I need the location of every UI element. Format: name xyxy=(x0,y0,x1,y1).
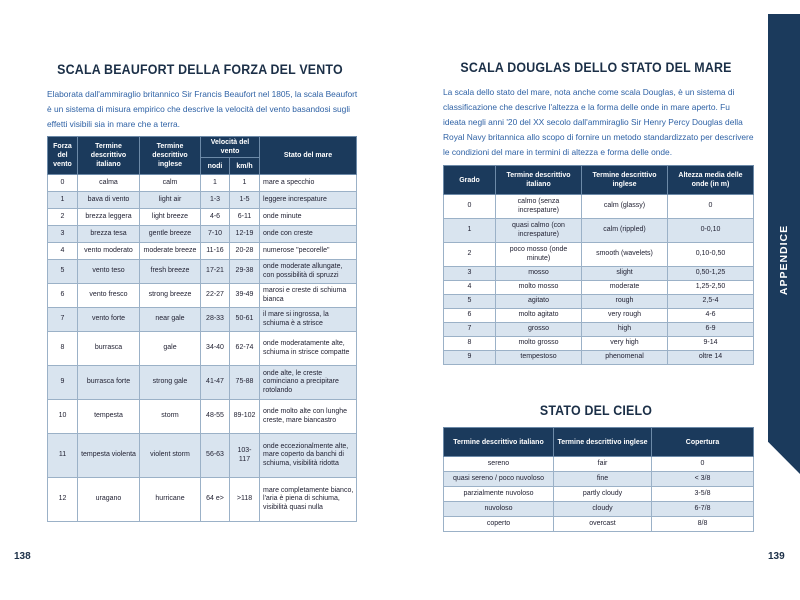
douglas-row xyxy=(444,309,754,323)
cell-grado: 9 xyxy=(444,351,496,365)
cell-stato-mare: onde con creste xyxy=(260,226,357,243)
cell-forza: 11 xyxy=(48,434,78,478)
cell-forza: 3 xyxy=(48,226,78,243)
cell-grado: 2 xyxy=(444,243,496,267)
cell-termine-inglese: near gale xyxy=(140,308,201,332)
header-douglas-inglese: Termine descrittivo inglese xyxy=(582,166,668,195)
cell-copertura: 8/8 xyxy=(652,517,754,532)
douglas-intro: La scala dello stato del mare, nota anche come scala Douglas, è un sistema di classificazione che descrive l'altezza e la forma delle onde in mare aperto. Fu ideata negli anni '20 del XX secolo dall'ammiraglio Sir Henry Percy Douglas della Royal Navy britannica allo scopo di fornire un metodo standardizzato per descrivere le condizioni del mare in termini di altezza e forma delle onde. xyxy=(443,87,754,157)
douglas-row xyxy=(444,295,754,309)
cell-douglas-inglese: very high xyxy=(582,337,668,351)
sky-table xyxy=(443,427,754,532)
cell-douglas-inglese: phenomenal xyxy=(582,351,668,365)
beaufort-row xyxy=(48,332,357,366)
cell-termine-italiano: vento fresco xyxy=(78,284,140,308)
cell-termine-inglese: strong gale xyxy=(140,366,201,400)
cell-douglas-inglese: calm (glassy) xyxy=(582,195,668,219)
beaufort-body xyxy=(48,175,357,522)
cell-termine-italiano: vento forte xyxy=(78,308,140,332)
cell-termine-italiano: vento teso xyxy=(78,260,140,284)
beaufort-row xyxy=(48,175,357,192)
sky-row xyxy=(444,472,754,487)
cell-nodi: 7-10 xyxy=(201,226,230,243)
cell-stato-mare: mare a specchio xyxy=(260,175,357,192)
cell-stato-mare: onde alte, le creste cominciano a precipitare rotolando xyxy=(260,366,357,400)
cell-forza: 12 xyxy=(48,478,78,522)
cell-nodi: 41-47 xyxy=(201,366,230,400)
cell-douglas-inglese: moderate xyxy=(582,281,668,295)
beaufort-row xyxy=(48,209,357,226)
cell-douglas-italiano: mosso xyxy=(496,267,582,281)
cell-sky-italiano: coperto xyxy=(444,517,554,532)
cell-stato-mare: mare completamente bianco, l'aria è piena di schiuma, visibilità quasi nulla xyxy=(260,478,357,522)
cell-stato-mare: onde moderate allungate, con possibilità di spruzzi xyxy=(260,260,357,284)
header-kmh: km/h xyxy=(230,158,260,175)
cell-douglas-inglese: rough xyxy=(582,295,668,309)
page-number-right: 139 xyxy=(768,551,785,562)
cell-termine-inglese: moderate breeze xyxy=(140,243,201,260)
cell-termine-italiano: burrasca forte xyxy=(78,366,140,400)
beaufort-row xyxy=(48,284,357,308)
beaufort-row xyxy=(48,192,357,209)
header-sky-italiano: Termine descrittivo italiano xyxy=(444,428,554,457)
cell-sky-italiano: quasi sereno / poco nuvoloso xyxy=(444,472,554,487)
cell-sky-inglese: cloudy xyxy=(554,502,652,517)
cell-forza: 1 xyxy=(48,192,78,209)
douglas-row xyxy=(444,267,754,281)
header-sky-inglese: Termine descrittivo inglese xyxy=(554,428,652,457)
douglas-row xyxy=(444,323,754,337)
cell-nodi: 28-33 xyxy=(201,308,230,332)
cell-sky-italiano: sereno xyxy=(444,457,554,472)
cell-altezza: 0,50-1,25 xyxy=(668,267,754,281)
cell-douglas-italiano: poco mosso (onde minute) xyxy=(496,243,582,267)
cell-termine-inglese: light breeze xyxy=(140,209,201,226)
cell-nodi: 1 xyxy=(201,175,230,192)
cell-altezza: 1,25-2,50 xyxy=(668,281,754,295)
beaufort-row xyxy=(48,226,357,243)
cell-douglas-inglese: very rough xyxy=(582,309,668,323)
cell-kmh: 12-19 xyxy=(230,226,260,243)
header-forza: Forza del vento xyxy=(48,137,78,175)
cell-douglas-italiano: tempestoso xyxy=(496,351,582,365)
header-nodi: nodi xyxy=(201,158,230,175)
cell-kmh: 62-74 xyxy=(230,332,260,366)
cell-stato-mare: numerose "pecorelle" xyxy=(260,243,357,260)
cell-forza: 7 xyxy=(48,308,78,332)
cell-termine-italiano: tempesta xyxy=(78,400,140,434)
cell-douglas-italiano: grosso xyxy=(496,323,582,337)
right-page xyxy=(400,0,800,600)
cell-kmh: 89-102 xyxy=(230,400,260,434)
header-copertura: Copertura xyxy=(652,428,754,457)
cell-termine-italiano: brezza leggera xyxy=(78,209,140,226)
cell-douglas-italiano: molto agitato xyxy=(496,309,582,323)
cell-forza: 5 xyxy=(48,260,78,284)
cell-kmh: 29-38 xyxy=(230,260,260,284)
cell-termine-italiano: calma xyxy=(78,175,140,192)
cell-termine-italiano: bava di vento xyxy=(78,192,140,209)
douglas-row xyxy=(444,195,754,219)
cell-nodi: 11-16 xyxy=(201,243,230,260)
cell-copertura: 0 xyxy=(652,457,754,472)
cell-sky-inglese: partly cloudy xyxy=(554,487,652,502)
cell-stato-mare: onde eccezionalmente alte, mare coperto da banchi di schiuma, visibilità ridotta xyxy=(260,434,357,478)
cell-termine-inglese: calm xyxy=(140,175,201,192)
cell-douglas-inglese: slight xyxy=(582,267,668,281)
cell-kmh: 103-117 xyxy=(230,434,260,478)
cell-kmh: 1 xyxy=(230,175,260,192)
douglas-body xyxy=(444,195,754,365)
cell-altezza: 4-6 xyxy=(668,309,754,323)
cell-nodi: 1-3 xyxy=(201,192,230,209)
cell-grado: 0 xyxy=(444,195,496,219)
cell-altezza: 0-0,10 xyxy=(668,219,754,243)
header-stato-mare: Stato del mare xyxy=(260,137,357,175)
cell-douglas-italiano: quasi calmo (con increspature) xyxy=(496,219,582,243)
header-termine-inglese: Termine descrittivo inglese xyxy=(140,137,201,175)
cell-douglas-inglese: smooth (wavelets) xyxy=(582,243,668,267)
sky-title: STATO DEL CIELO xyxy=(539,403,653,418)
cell-forza: 6 xyxy=(48,284,78,308)
cell-copertura: 6-7/8 xyxy=(652,502,754,517)
header-velocita: Velocità del vento xyxy=(201,137,260,158)
beaufort-row xyxy=(48,400,357,434)
cell-termine-italiano: uragano xyxy=(78,478,140,522)
cell-altezza: oltre 14 xyxy=(668,351,754,365)
cell-douglas-italiano: molto mosso xyxy=(496,281,582,295)
cell-nodi: 17-21 xyxy=(201,260,230,284)
cell-termine-italiano: tempesta violenta xyxy=(78,434,140,478)
cell-nodi: 4-6 xyxy=(201,209,230,226)
header-douglas-italiano: Termine descrittivo italiano xyxy=(496,166,582,195)
sky-row xyxy=(444,487,754,502)
beaufort-row xyxy=(48,260,357,284)
cell-copertura: 3-5/8 xyxy=(652,487,754,502)
cell-douglas-italiano: molto grosso xyxy=(496,337,582,351)
douglas-table xyxy=(443,165,754,365)
sky-body xyxy=(444,457,754,532)
beaufort-row xyxy=(48,308,357,332)
cell-termine-inglese: gale xyxy=(140,332,201,366)
cell-termine-inglese: hurricane xyxy=(140,478,201,522)
beaufort-title: SCALA BEAUFORT DELLA FORZA DEL VENTO xyxy=(57,62,343,77)
cell-douglas-inglese: calm (rippled) xyxy=(582,219,668,243)
cell-sky-inglese: overcast xyxy=(554,517,652,532)
cell-sky-italiano: nuvoloso xyxy=(444,502,554,517)
cell-altezza: 0 xyxy=(668,195,754,219)
cell-sky-italiano: parzialmente nuvoloso xyxy=(444,487,554,502)
cell-stato-mare: onde minute xyxy=(260,209,357,226)
sky-row xyxy=(444,517,754,532)
cell-grado: 7 xyxy=(444,323,496,337)
cell-douglas-italiano: agitato xyxy=(496,295,582,309)
appendice-label-box xyxy=(768,224,800,296)
cell-forza: 9 xyxy=(48,366,78,400)
cell-nodi: 56-63 xyxy=(201,434,230,478)
cell-termine-inglese: storm xyxy=(140,400,201,434)
cell-stato-mare: onde moderatamente alte, schiuma in strisce compatte xyxy=(260,332,357,366)
douglas-row xyxy=(444,351,754,365)
cell-kmh: 6-11 xyxy=(230,209,260,226)
cell-kmh: 39-49 xyxy=(230,284,260,308)
cell-forza: 0 xyxy=(48,175,78,192)
cell-altezza: 2,5-4 xyxy=(668,295,754,309)
cell-grado: 3 xyxy=(444,267,496,281)
cell-sky-inglese: fair xyxy=(554,457,652,472)
cell-altezza: 6-9 xyxy=(668,323,754,337)
page-number-left: 138 xyxy=(14,551,31,562)
cell-termine-inglese: light air xyxy=(140,192,201,209)
cell-nodi: 64 e> xyxy=(201,478,230,522)
cell-stato-mare: marosi e creste di schiuma bianca xyxy=(260,284,357,308)
header-altezza: Altezza media delle onde (in m) xyxy=(668,166,754,195)
cell-kmh: 75-88 xyxy=(230,366,260,400)
cell-termine-inglese: violent storm xyxy=(140,434,201,478)
cell-altezza: 0,10-0,50 xyxy=(668,243,754,267)
cell-termine-inglese: fresh breeze xyxy=(140,260,201,284)
cell-forza: 10 xyxy=(48,400,78,434)
cell-nodi: 22-27 xyxy=(201,284,230,308)
beaufort-table xyxy=(47,136,357,522)
cell-kmh: 1-5 xyxy=(230,192,260,209)
header-grado: Grado xyxy=(444,166,496,195)
douglas-row xyxy=(444,219,754,243)
cell-grado: 4 xyxy=(444,281,496,295)
beaufort-row xyxy=(48,366,357,400)
appendice-label: APPENDICE xyxy=(778,224,790,296)
cell-grado: 6 xyxy=(444,309,496,323)
douglas-title: SCALA DOUGLAS DELLO STATO DEL MARE xyxy=(460,60,732,75)
beaufort-intro: Elaborata dall'ammiraglio britannico Sir Francis Beaufort nel 1805, la scala Beaufort è un sistema di misura empirico che descrive la velocità del vento basandosi sugli effetti visibili sia in mare che a terra. xyxy=(47,89,358,129)
cell-douglas-italiano: calmo (senza increspature) xyxy=(496,195,582,219)
sky-row xyxy=(444,457,754,472)
cell-grado: 5 xyxy=(444,295,496,309)
douglas-row xyxy=(444,337,754,351)
cell-termine-italiano: vento moderato xyxy=(78,243,140,260)
cell-stato-mare: onde molto alte con lunghe creste, mare biancastro xyxy=(260,400,357,434)
cell-douglas-inglese: high xyxy=(582,323,668,337)
beaufort-row xyxy=(48,478,357,522)
cell-stato-mare: il mare si ingrossa, la schiuma è a strisce xyxy=(260,308,357,332)
cell-grado: 1 xyxy=(444,219,496,243)
cell-copertura: < 3/8 xyxy=(652,472,754,487)
cell-grado: 8 xyxy=(444,337,496,351)
cell-forza: 4 xyxy=(48,243,78,260)
douglas-row xyxy=(444,243,754,267)
cell-sky-inglese: fine xyxy=(554,472,652,487)
cell-forza: 8 xyxy=(48,332,78,366)
cell-termine-inglese: strong breeze xyxy=(140,284,201,308)
beaufort-row xyxy=(48,243,357,260)
beaufort-row xyxy=(48,434,357,478)
douglas-row xyxy=(444,281,754,295)
cell-termine-italiano: burrasca xyxy=(78,332,140,366)
cell-kmh: 50-61 xyxy=(230,308,260,332)
cell-nodi: 34-40 xyxy=(201,332,230,366)
cell-altezza: 9-14 xyxy=(668,337,754,351)
cell-kmh: 20-28 xyxy=(230,243,260,260)
cell-nodi: 48-55 xyxy=(201,400,230,434)
cell-termine-inglese: gentle breeze xyxy=(140,226,201,243)
cell-kmh: >118 xyxy=(230,478,260,522)
cell-stato-mare: leggere increspature xyxy=(260,192,357,209)
header-termine-italiano: Termine descrittivo italiano xyxy=(78,137,140,175)
cell-termine-italiano: brezza tesa xyxy=(78,226,140,243)
sky-row xyxy=(444,502,754,517)
cell-forza: 2 xyxy=(48,209,78,226)
